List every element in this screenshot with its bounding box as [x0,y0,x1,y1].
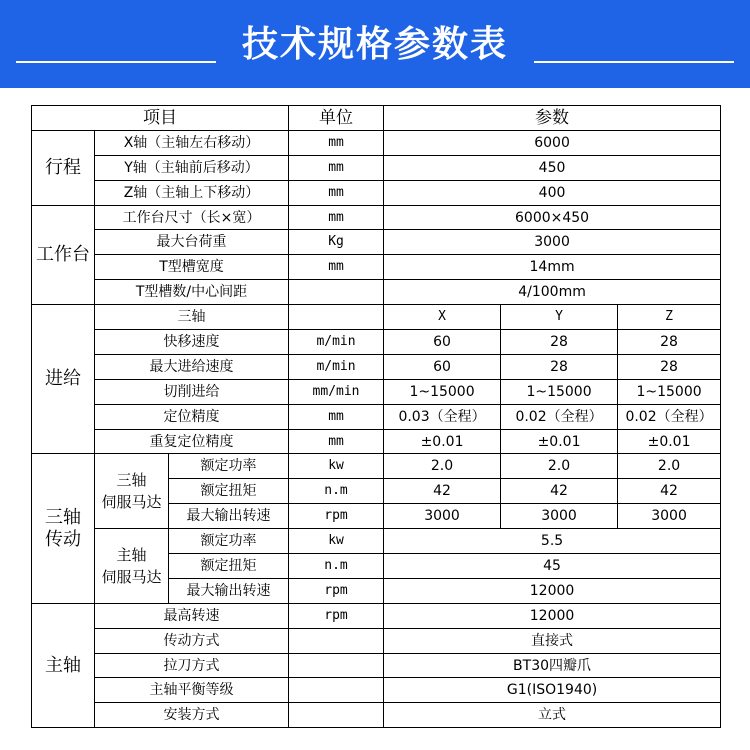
row-label: 额定扭矩 [169,479,289,504]
header-unit: 单位 [289,106,384,131]
row-unit: n.m [289,479,384,504]
row-label: 传动方式 [95,628,289,653]
row-unit: kw [289,454,384,479]
row-label: Y轴（主轴前后移动） [95,155,289,180]
row-value: G1(ISO1940) [384,678,721,703]
row-label: 最大输出转速 [169,578,289,603]
row-label: T型槽数/中心间距 [95,280,289,305]
table-row [32,354,721,379]
group-spindle: 主轴 [32,603,95,727]
row-label: 最大台荷重 [95,230,289,255]
row-value: BT30四瓣爪 [384,653,721,678]
row-unit: n.m [289,554,384,579]
row-value: 3000 [384,230,721,255]
table-row [32,628,721,653]
row-value: 45 [384,554,721,579]
table-row [32,454,721,479]
group-worktable: 工作台 [32,205,95,305]
value-z: 42 [618,479,721,504]
row-label: 工作台尺寸（长×宽） [95,205,289,230]
row-label: 额定功率 [169,454,289,479]
value-x: 60 [384,330,501,355]
page-title: 技术规格参数表 [241,24,508,65]
header-param: 参数 [384,106,721,131]
row-value: 12000 [384,578,721,603]
row-unit: kw [289,529,384,554]
row-unit [289,628,384,653]
row-value: 450 [384,155,721,180]
table-row [32,255,721,280]
banner-rule-right [534,61,734,63]
row-value: 立式 [384,703,721,728]
subgroup-servo3 [95,454,169,529]
row-unit: mm/min [289,379,384,404]
axis-x: X [384,305,501,330]
value-x: 60 [384,354,501,379]
row-unit [289,305,384,330]
row-label: 三轴 [95,305,289,330]
table-row [32,130,721,155]
value-y: 2.0 [501,454,618,479]
value-y: 0.02（全程） [501,404,618,429]
row-label: 定位精度 [95,404,289,429]
row-label: 最大输出转速 [169,504,289,529]
row-unit [289,703,384,728]
spec-table [31,105,721,728]
title-banner [0,0,750,88]
value-x: 2.0 [384,454,501,479]
row-unit: mm [289,180,384,205]
row-value: 14mm [384,255,721,280]
table-row [32,205,721,230]
row-unit: mm [289,205,384,230]
table-row [32,678,721,703]
value-z: 0.02（全程） [618,404,721,429]
table-row [32,230,721,255]
row-value: 直接式 [384,628,721,653]
subgroup-spindle-servo [95,529,169,604]
table-row [32,529,721,554]
row-label: 额定扭矩 [169,554,289,579]
group-travel: 行程 [32,130,95,205]
row-label: 最高转速 [95,603,289,628]
table-row [32,180,721,205]
row-value: 5.5 [384,529,721,554]
row-label: 额定功率 [169,529,289,554]
row-unit: mm [289,404,384,429]
value-x: 3000 [384,504,501,529]
row-unit: m/min [289,354,384,379]
group-feed: 进给 [32,305,95,454]
row-unit: mm [289,429,384,454]
table-row [32,603,721,628]
value-z: 3000 [618,504,721,529]
value-y: 1~15000 [501,379,618,404]
group-drive [32,454,95,603]
row-unit: mm [289,155,384,180]
row-unit: m/min [289,330,384,355]
value-y: 28 [501,330,618,355]
header-item: 项目 [32,106,289,131]
group-drive-line1: 三轴 [45,506,81,528]
row-unit: mm [289,255,384,280]
axis-y: Y [501,305,618,330]
table-row [32,305,721,330]
row-unit [289,280,384,305]
row-unit: rpm [289,504,384,529]
row-label: Z轴（主轴上下移动） [95,180,289,205]
row-unit: rpm [289,578,384,603]
row-label: 重复定位精度 [95,429,289,454]
row-label: 拉刀方式 [95,653,289,678]
value-x: 42 [384,479,501,504]
subgroup-servo3-line2: 伺服马达 [101,493,162,512]
axis-z: Z [618,305,721,330]
table-row [32,429,721,454]
row-label: 安装方式 [95,703,289,728]
row-label: 切削进给 [95,379,289,404]
value-z: 28 [618,354,721,379]
value-z: 2.0 [618,454,721,479]
value-x: 1~15000 [384,379,501,404]
row-value: 6000 [384,130,721,155]
subgroup-servo3-line1: 三轴 [116,471,147,490]
value-z: 28 [618,330,721,355]
value-x: ±0.01 [384,429,501,454]
row-value: 12000 [384,603,721,628]
value-y: 42 [501,479,618,504]
value-y: 3000 [501,504,618,529]
value-y: ±0.01 [501,429,618,454]
row-unit: mm [289,130,384,155]
row-label: 最大进给速度 [95,354,289,379]
value-z: 1~15000 [618,379,721,404]
row-label: 主轴平衡等级 [95,678,289,703]
row-value: 4/100mm [384,280,721,305]
table-row [32,703,721,728]
table-row [32,280,721,305]
row-value: 400 [384,180,721,205]
table-header-row [32,106,721,131]
group-drive-line2: 传动 [45,528,81,550]
row-value: 6000×450 [384,205,721,230]
table-row [32,653,721,678]
subgroup-spindle-servo-line2: 伺服马达 [101,567,162,586]
table-row [32,379,721,404]
row-unit: rpm [289,603,384,628]
row-label: T型槽宽度 [95,255,289,280]
row-unit [289,678,384,703]
row-label: 快移速度 [95,330,289,355]
value-y: 28 [501,354,618,379]
table-row [32,330,721,355]
table-row [32,404,721,429]
table-row [32,155,721,180]
row-label: X轴（主轴左右移动） [95,130,289,155]
value-x: 0.03（全程） [384,404,501,429]
value-z: ±0.01 [618,429,721,454]
row-unit: Kg [289,230,384,255]
row-unit [289,653,384,678]
subgroup-spindle-servo-line1: 主轴 [116,545,147,564]
